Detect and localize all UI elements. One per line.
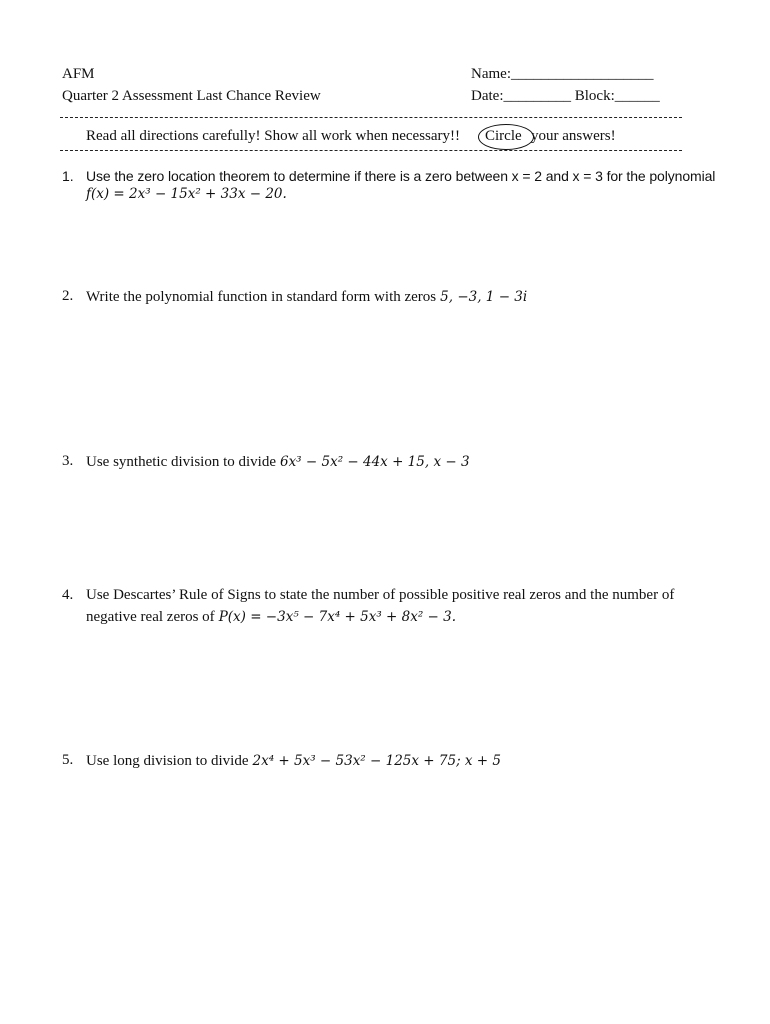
directions xyxy=(86,128,460,145)
name-field: Name:___________________ xyxy=(471,66,654,82)
question-1-text: Use the zero location theorem to determine if there is a zero between x = 2 and x = 3 for the polynomial xyxy=(86,168,716,184)
question-1-math: f(x) = 2x³ − 15x² + 33x − 20. xyxy=(86,186,287,202)
question-4-math: P(x) = −3x⁵ − 7x⁴ + 5x³ + 8x² − 3. xyxy=(218,609,457,625)
directions-text: Read all directions carefully! Show all work when necessary!! xyxy=(86,128,461,144)
directions-end: your answers! xyxy=(531,128,616,144)
question-1-number: 1. xyxy=(62,168,74,184)
question-5-number: 5. xyxy=(62,752,74,768)
bottom-dashed-rule xyxy=(60,150,682,151)
question-2 xyxy=(86,288,527,306)
question-4-text-2: negative real zeros of xyxy=(86,609,215,625)
question-2-text: Write the polynomial function in standard form with zeros xyxy=(86,289,437,305)
question-5-text: Use long division to divide xyxy=(86,753,249,769)
question-3-math: 6x³ − 5x² − 44x + 15, x − 3 xyxy=(279,454,470,470)
course-title: AFM xyxy=(62,66,95,82)
question-2-math: 5, −3, 1 − 3i xyxy=(440,289,528,305)
question-5-math: 2x⁴ + 5x³ − 53x² − 125x + 75; x + 5 xyxy=(252,753,502,769)
directions-circled-word: Circle xyxy=(485,128,522,144)
question-3-number: 3. xyxy=(62,453,74,469)
question-2-number: 2. xyxy=(62,288,74,304)
question-4-number: 4. xyxy=(62,587,74,603)
question-5 xyxy=(86,752,501,770)
question-4-line2 xyxy=(86,608,456,626)
question-3-text: Use synthetic division to divide xyxy=(86,454,276,470)
worksheet-subtitle: Quarter 2 Assessment Last Chance Review xyxy=(62,88,321,104)
date-block-field: Date:_________ Block:______ xyxy=(471,88,660,104)
question-4-text: Use Descartes’ Rule of Signs to state the number of possible positive real zeros and the number of xyxy=(86,587,675,603)
question-3 xyxy=(86,453,470,471)
top-dashed-rule xyxy=(60,117,682,118)
